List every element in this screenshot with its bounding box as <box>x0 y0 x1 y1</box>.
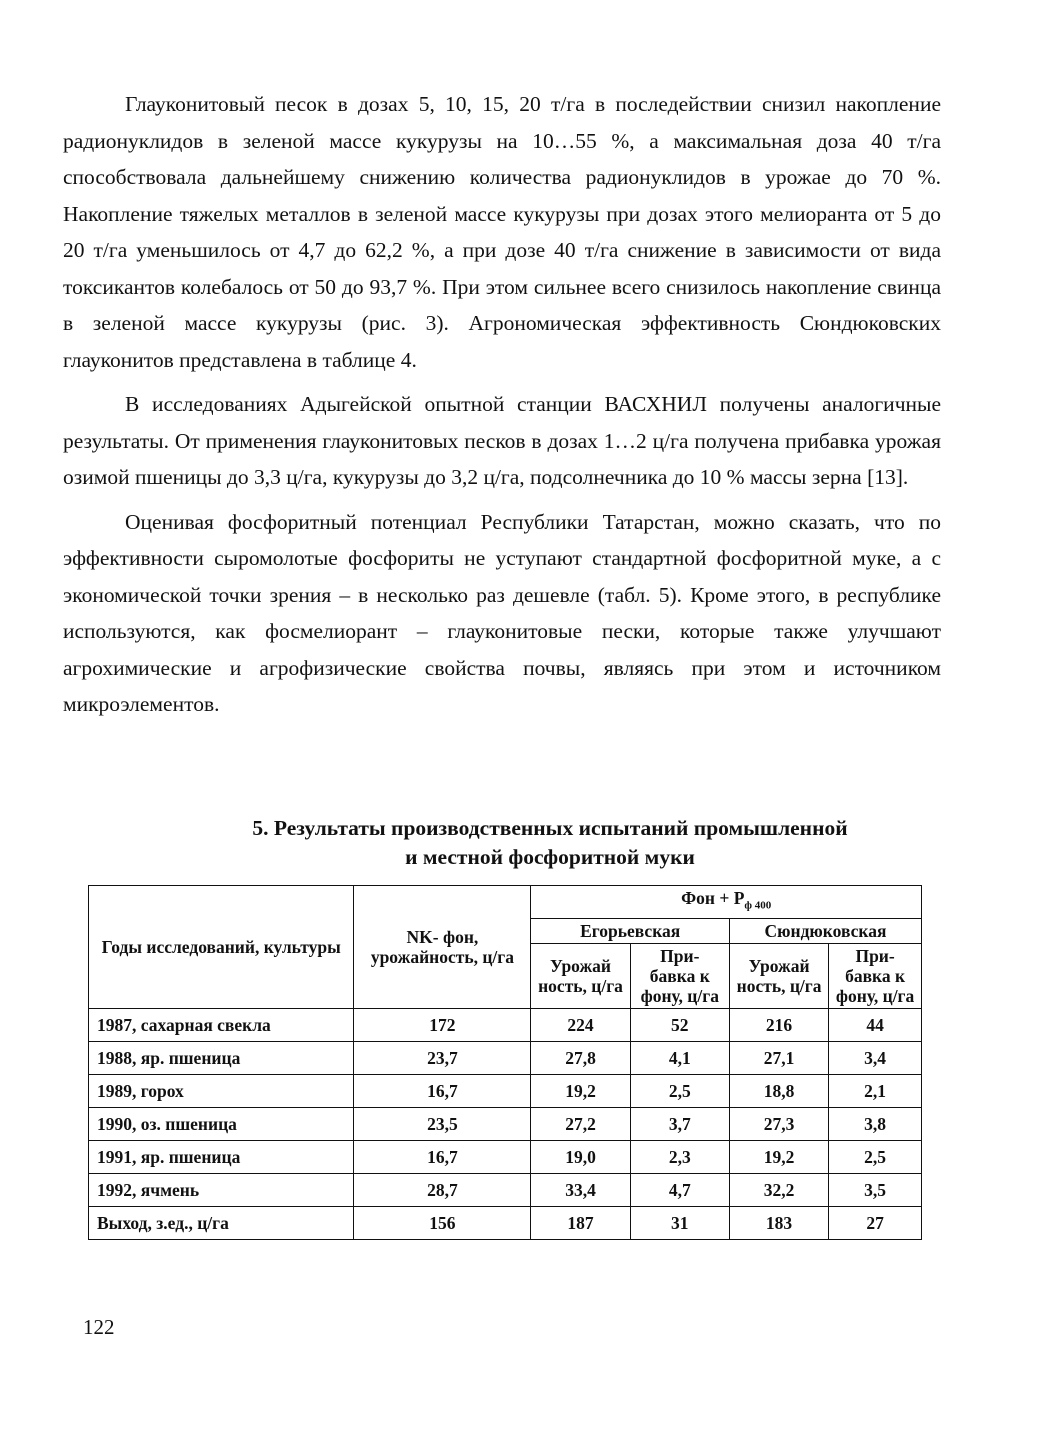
cell-syund-yield: 183 <box>729 1206 828 1239</box>
row-label: 1992, ячмень <box>89 1173 354 1206</box>
cell-nk: 16,7 <box>354 1074 531 1107</box>
table-row <box>89 1173 922 1206</box>
results-table <box>88 885 922 1240</box>
row-label: 1990, оз. пшеница <box>89 1107 354 1140</box>
cell-egor-gain: 2,5 <box>630 1074 729 1107</box>
cell-egor-yield: 224 <box>531 1008 630 1041</box>
cell-syund-gain: 44 <box>829 1008 922 1041</box>
cell-syund-gain: 3,8 <box>829 1107 922 1140</box>
header-group-syund: Сюндюковская <box>729 918 921 943</box>
paragraph-1: Глауконитовый песок в дозах 5, 10, 15, 20 т/га в последействии снизил накопление радионуклидов в зеленой массе кукурузы на 10…55 %, а максимальная доза 40 т/га способствовала дальнейшему снижению количества радионуклидов в урожае до 70 %. Накопление тяжелых металлов в зеленой массе кукурузы при дозах этого мелиоранта от 5 до 20 т/га уменьшилось от 4,7 до 62,2 %, а при дозе 40 т/га снижение в зависимости от вида токсикантов колебалось от 50 до 93,7 %. При этом сильнее всего снизилось накопление свинца в зеленой массе кукурузы (рис. 3). Агрономическая эффективность Сюндюковских глауконитов представлена в таблице 4. <box>63 92 941 372</box>
table-title-line-2: и местной фосфоритной муки <box>405 845 695 869</box>
table-row <box>89 1107 922 1140</box>
header-fon-label: Фон + Р <box>681 888 745 908</box>
row-label: 1991, яр. пшеница <box>89 1140 354 1173</box>
cell-syund-yield: 32,2 <box>729 1173 828 1206</box>
cell-nk: 23,5 <box>354 1107 531 1140</box>
table-row <box>89 1008 922 1041</box>
paragraph-3: Оценивая фосфоритный потенциал Республики Татарстан, можно сказать, что по эффективности сыромолотые фосфориты не уступают стандартной фосфоритной муке, а с экономической точки зрения – в несколько раз дешевле (табл. 5). Кроме этого, в республике используются, как фосмелиорант – глауконитовые пески, которые также улучшают агрохимические и агрофизические свойства почвы, являясь при этом и источником микроэлементов. <box>63 509 941 716</box>
header-fon <box>531 886 922 919</box>
table-row <box>89 1140 922 1173</box>
table-row <box>89 1041 922 1074</box>
header-fon-subscript: ф 400 <box>744 899 772 912</box>
cell-egor-yield: 27,8 <box>531 1041 630 1074</box>
page-number: 122 <box>83 1315 115 1339</box>
cell-syund-yield: 27,3 <box>729 1107 828 1140</box>
header-syund-yield: Урожай ность, ц/га <box>729 943 828 1008</box>
cell-egor-yield: 19,2 <box>531 1074 630 1107</box>
header-nk: NK- фон, урожайность, ц/га <box>354 886 531 1009</box>
cell-syund-gain: 27 <box>829 1206 922 1239</box>
table-row <box>89 1074 922 1107</box>
cell-egor-gain: 2,3 <box>630 1140 729 1173</box>
paragraph-2: В исследованиях Адыгейской опытной станции ВАСХНИЛ получены аналогичные результаты. От применения глауконитовых песков в дозах 1…2 ц/га получена прибавка урожая озимой пшеницы до 3,3 ц/га, кукурузы до 3,2 ц/га, подсолнечника до 10 % массы зерна [13]. <box>63 392 941 489</box>
cell-syund-gain: 2,5 <box>829 1140 922 1173</box>
cell-nk: 172 <box>354 1008 531 1041</box>
cell-syund-gain: 3,4 <box>829 1041 922 1074</box>
cell-nk: 156 <box>354 1206 531 1239</box>
body-text <box>63 86 941 731</box>
cell-egor-gain: 52 <box>630 1008 729 1041</box>
cell-syund-yield: 27,1 <box>729 1041 828 1074</box>
row-label: 1987, сахарная свекла <box>89 1008 354 1041</box>
table-title <box>150 814 950 872</box>
cell-nk: 28,7 <box>354 1173 531 1206</box>
row-label: Выход, з.ед., ц/га <box>89 1206 354 1239</box>
row-label: 1989, горох <box>89 1074 354 1107</box>
row-label: 1988, яр. пшеница <box>89 1041 354 1074</box>
cell-egor-gain: 31 <box>630 1206 729 1239</box>
cell-syund-yield: 18,8 <box>729 1074 828 1107</box>
cell-syund-gain: 3,5 <box>829 1173 922 1206</box>
cell-egor-yield: 19,0 <box>531 1140 630 1173</box>
cell-nk: 23,7 <box>354 1041 531 1074</box>
cell-syund-gain: 2,1 <box>829 1074 922 1107</box>
header-syund-gain: При- бавка к фону, ц/га <box>829 943 922 1008</box>
cell-syund-yield: 19,2 <box>729 1140 828 1173</box>
table-title-line-1: 5. Результаты производственных испытаний промышленной <box>252 816 848 840</box>
cell-egor-yield: 187 <box>531 1206 630 1239</box>
header-years: Годы исследований, культуры <box>89 886 354 1009</box>
cell-nk: 16,7 <box>354 1140 531 1173</box>
header-egor-gain: При- бавка к фону, ц/га <box>630 943 729 1008</box>
table-body <box>89 1008 922 1239</box>
cell-syund-yield: 216 <box>729 1008 828 1041</box>
cell-egor-gain: 3,7 <box>630 1107 729 1140</box>
cell-egor-yield: 27,2 <box>531 1107 630 1140</box>
cell-egor-gain: 4,1 <box>630 1041 729 1074</box>
cell-egor-yield: 33,4 <box>531 1173 630 1206</box>
table-row <box>89 1206 922 1239</box>
header-group-egor: Егорьевская <box>531 918 730 943</box>
header-egor-yield: Урожай ность, ц/га <box>531 943 630 1008</box>
cell-egor-gain: 4,7 <box>630 1173 729 1206</box>
